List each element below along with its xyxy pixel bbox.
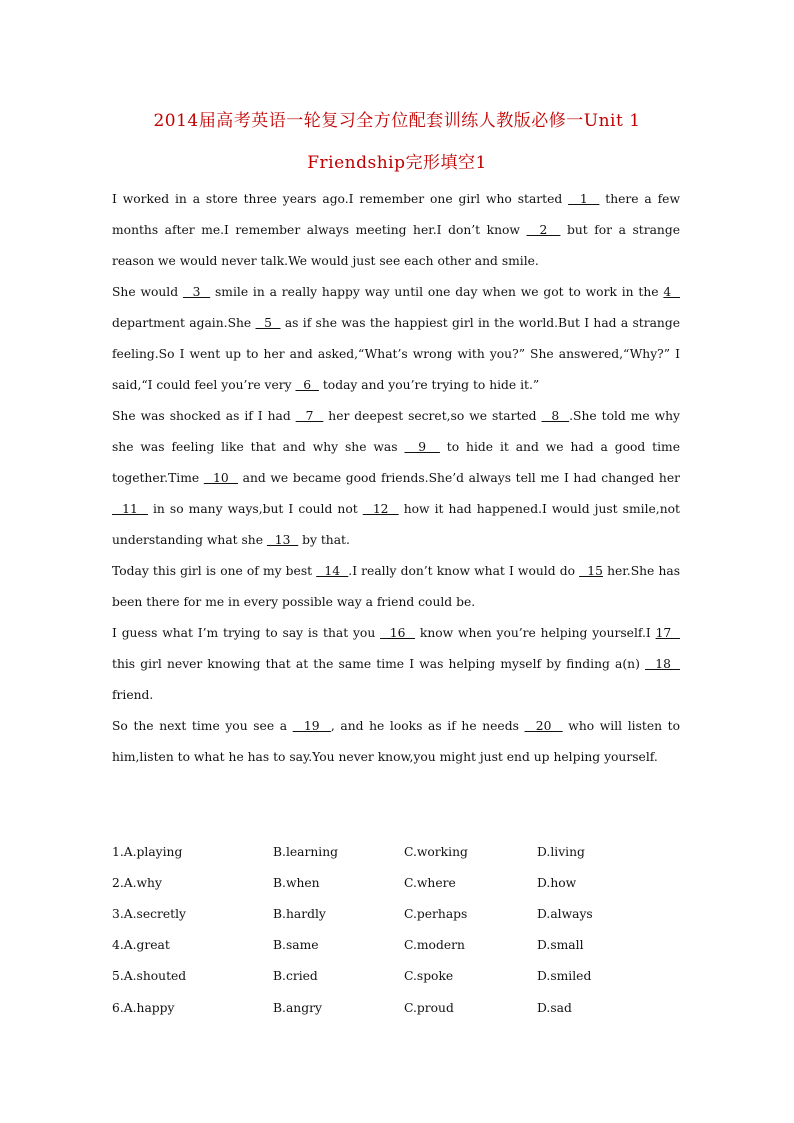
option-d: D.small — [537, 938, 584, 953]
text-segment: I worked in a store three years ago.I remember one girl who started — [112, 192, 569, 206]
option-row-3 — [112, 898, 680, 929]
paragraph-3 — [112, 401, 680, 556]
blank-14: 14 — [316, 564, 349, 578]
option-b: B.when — [273, 875, 320, 890]
blank-9: 9 — [404, 440, 440, 454]
paragraph-2 — [112, 277, 680, 401]
text-segment: in so many ways,but I could not — [147, 502, 363, 516]
blank-10: 10 — [203, 471, 238, 485]
option-a: 4.A.great — [112, 938, 170, 953]
text-segment: there a few months after me.I remember always meeting her.I don’t know — [112, 192, 680, 237]
option-row-1 — [112, 836, 680, 867]
text-segment: how it had happened.I would just smile,not understanding what she — [112, 502, 680, 547]
text-segment: know when you’re helping yourself.I — [415, 626, 656, 640]
text-segment: as if she was the happiest girl in the world.But I had a strange feeling.So I went up to her and asked,“What’s wrong with you?” She answered,“Why?” I said,“I could feel you’re very — [112, 316, 680, 392]
paragraph-5 — [112, 618, 680, 711]
option-c: C.modern — [404, 938, 465, 953]
option-a: 2.A.why — [112, 875, 162, 890]
option-row-4 — [112, 930, 680, 961]
text-segment: smile in a really happy way until one day when we got to work in the — [210, 285, 664, 299]
option-b: B.cried — [273, 969, 318, 984]
text-segment: She was shocked as if I had — [112, 409, 296, 423]
text-segment: her.She has been there for me in every possible way a friend could be. — [112, 564, 681, 609]
document-subtitle: Friendship完形填空1 — [307, 153, 487, 173]
blank-8: 8 — [541, 409, 570, 423]
option-b: B.same — [273, 938, 319, 953]
blank-19: 19 — [292, 719, 331, 733]
text-segment: and we became good friends.She’d always tell me I had changed her — [237, 471, 680, 485]
option-row-5 — [112, 961, 680, 992]
blank-4: 4 — [663, 285, 680, 299]
text-segment: Today this girl is one of my best — [112, 564, 317, 578]
option-row-6 — [112, 992, 680, 1023]
option-a: 5.A.shouted — [112, 969, 187, 984]
option-a: 3.A.secretly — [112, 906, 186, 921]
option-b: B.hardly — [273, 906, 326, 921]
option-c: C.proud — [404, 1000, 454, 1015]
option-d: D.sad — [537, 1000, 572, 1015]
text-segment: department again.She — [112, 316, 256, 330]
text-segment: her deepest secret,so we started — [323, 409, 542, 423]
blank-13: 13 — [266, 533, 299, 547]
blank-12: 12 — [362, 502, 399, 516]
text-segment: but for a strange reason we would never talk.We would just see each other and smile. — [112, 223, 680, 268]
option-a: 1.A.playing — [112, 844, 183, 859]
blank-11: 11 — [112, 502, 148, 516]
text-segment: She would — [112, 285, 183, 299]
option-row-2 — [112, 867, 680, 898]
option-a: 6.A.happy — [112, 1000, 175, 1015]
option-c: C.working — [404, 844, 468, 859]
cloze-passage — [112, 184, 680, 773]
paragraph-4 — [112, 556, 680, 618]
blank-5: 5 — [255, 316, 281, 330]
option-d: D.always — [537, 906, 593, 921]
option-c: C.spoke — [404, 969, 454, 984]
text-segment: .She told me why she was feeling like that and why she was — [112, 409, 681, 454]
option-b: B.angry — [273, 1000, 322, 1015]
text-segment: by that. — [298, 533, 350, 547]
blank-15: 15 — [579, 564, 603, 578]
text-segment: today and you’re trying to hide it.” — [318, 378, 540, 392]
blank-1: 1 — [568, 192, 600, 206]
blank-2: 2 — [526, 223, 561, 237]
blank-18: 18 — [645, 657, 680, 671]
text-segment: .I really don’t know what I would do — [348, 564, 580, 578]
text-segment: So the next time you see a — [112, 719, 293, 733]
blank-3: 3 — [182, 285, 211, 299]
text-segment: I guess what I’m trying to say is that you — [112, 626, 381, 640]
blank-6: 6 — [295, 378, 319, 392]
option-d: D.smiled — [537, 969, 592, 984]
text-segment: this girl never knowing that at the same time I was helping myself by finding a(n) — [112, 657, 646, 671]
text-segment: friend. — [112, 688, 154, 702]
paragraph-1 — [112, 184, 680, 277]
blank-20: 20 — [524, 719, 563, 733]
blank-7: 7 — [295, 409, 324, 423]
option-d: D.living — [537, 844, 585, 859]
answer-options — [112, 836, 680, 1023]
option-c: C.where — [404, 875, 456, 890]
paragraph-6 — [112, 711, 680, 773]
blank-17: 17 — [655, 626, 680, 640]
option-d: D.how — [537, 875, 577, 890]
text-segment: to hide it and we had a good time together.Time — [112, 440, 680, 485]
option-b: B.learning — [273, 844, 339, 859]
option-c: C.perhaps — [404, 906, 468, 921]
text-segment: , and he looks as if he needs — [330, 719, 525, 733]
document-title: 2014届高考英语一轮复习全方位配套训练人教版必修一Unit 1 — [153, 111, 641, 131]
blank-16: 16 — [380, 626, 416, 640]
text-segment: who will listen to him,listen to what he has to say.You never know,you might just end up helping yourself. — [112, 719, 680, 764]
